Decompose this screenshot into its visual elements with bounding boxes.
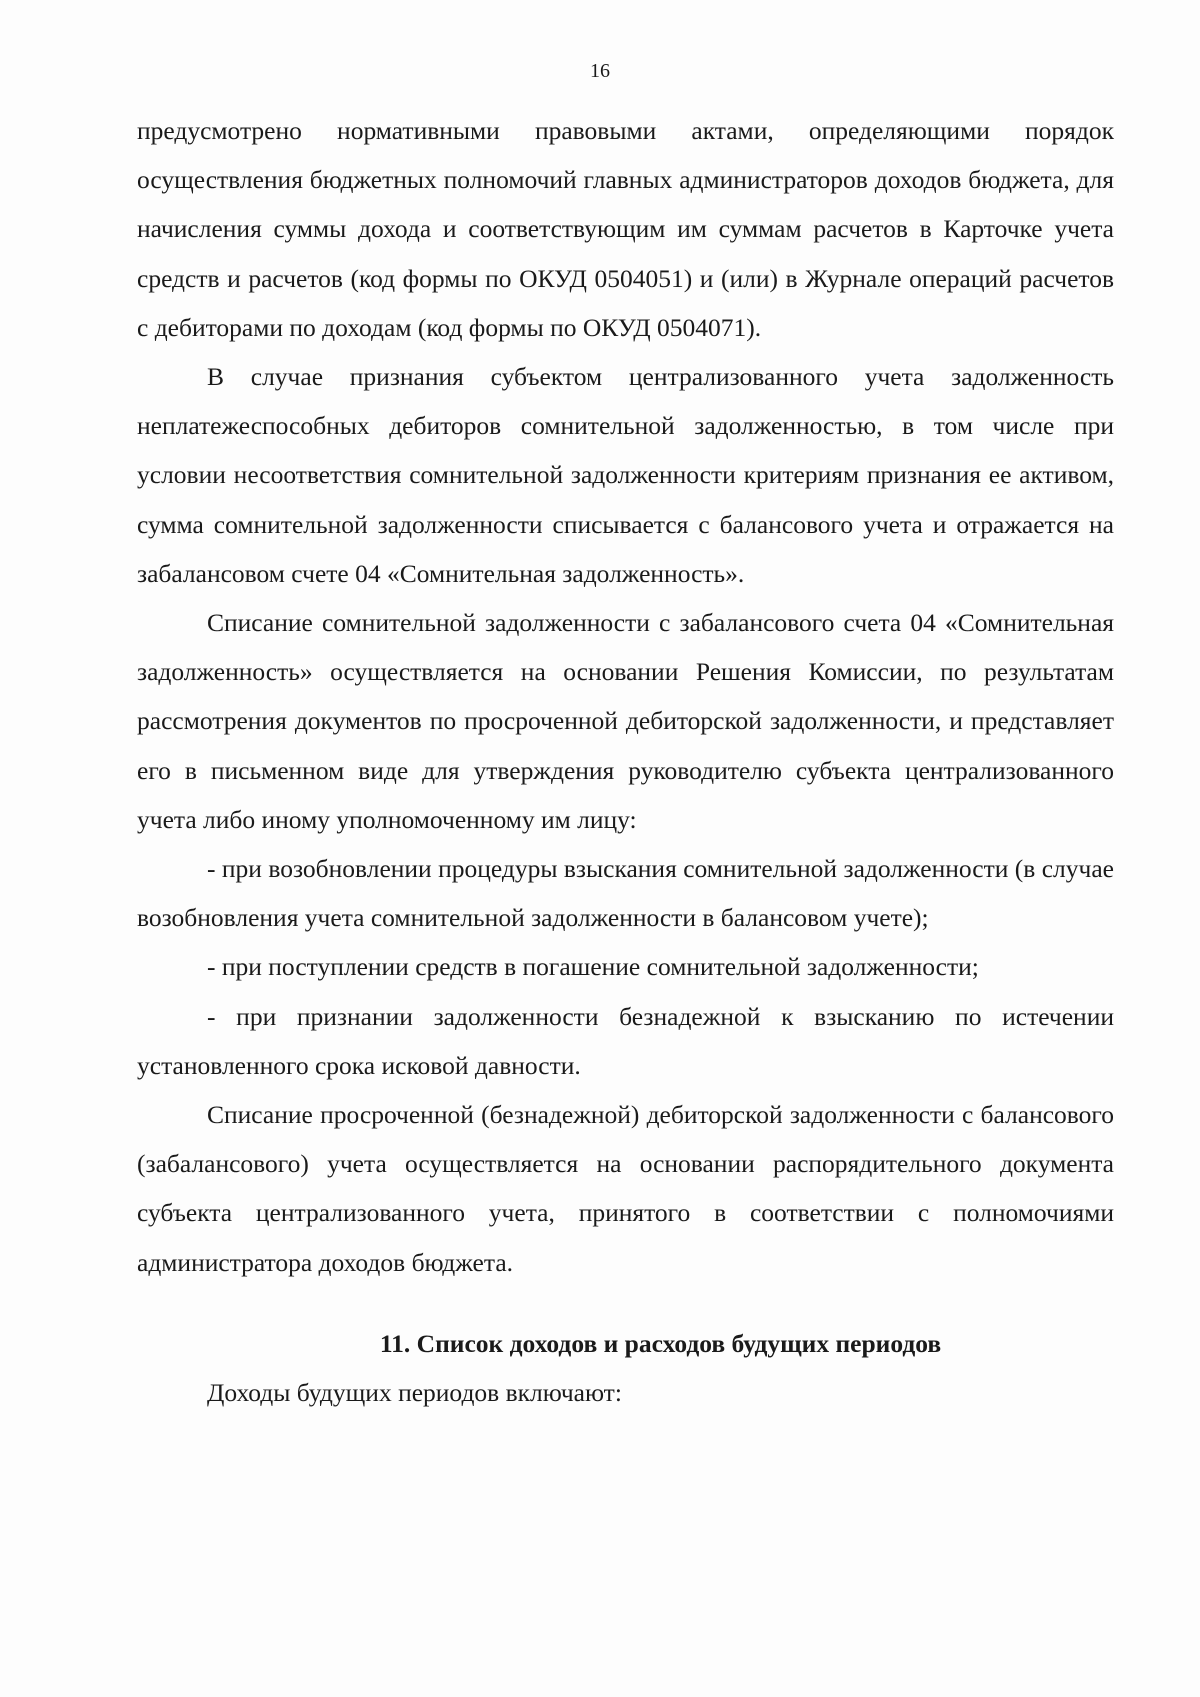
list-item-resumption: - при возобновлении процедуры взыскания сомнительной задолженности (в случае возобновления учета сомнительной задолженности в балансовом учете); xyxy=(137,854,1114,933)
section-heading: 11. Список доходов и расходов будущих периодов xyxy=(379,1328,942,1358)
paragraph-doubtful-debt-writeoff: Списание сомнительной задолженности с забалансового счета 04 «Сомнительная задолженность» осуществляется на основании Решения Комиссии, по результатам рассмотрения документов по просроченной дебиторской задолженности, и представляет его в письменном виде для утверждения руководителю субъекта централизованного учета либо иному уполномоченному им лицу: xyxy=(137,608,1114,834)
section-intro: Доходы будущих периодов включают: xyxy=(207,1378,622,1408)
paragraph-continuation: предусмотрено нормативными правовыми актами, определяющими порядок осуществления бюджетных полномочий главных администраторов доходов бюджета, для начисления суммы дохода и соответствующим им суммам расчетов в Карточке учета средств и расчетов (код формы по ОКУД 0504051) и (или) в Журнале операций расчетов с дебиторами по доходам (код формы по ОКУД 0504071). xyxy=(137,116,1114,342)
paragraph-overdue-debt-writeoff: Списание просроченной (безнадежной) дебиторской задолженности с балансового (забалансового) учета осуществляется на основании распорядительного документа субъекта централизованного учета, принятого в соответствии с полномочиями администратора доходов бюджета. xyxy=(137,1100,1114,1277)
list-item-receipt-of-funds: - при поступлении средств в погашение сомнительной задолженности; xyxy=(207,952,979,982)
page-number: 16 xyxy=(590,60,610,82)
page-content xyxy=(137,106,1114,1417)
paragraph-doubtful-debt-recognition: В случае признания субъектом централизованного учета задолженность неплатежеспособных дебиторов сомнительной задолженностью, в том числе при условии несоответствия сомнительной задолженности критериям признания ее активом, сумма сомнительной задолженности списывается с балансового учета и отражается на забалансовом счете 04 «Сомнительная задолженность». xyxy=(137,362,1114,588)
list-item-hopeless-debt: - при признании задолженности безнадежной к взысканию по истечении установленного срока исковой давности. xyxy=(137,1001,1114,1080)
